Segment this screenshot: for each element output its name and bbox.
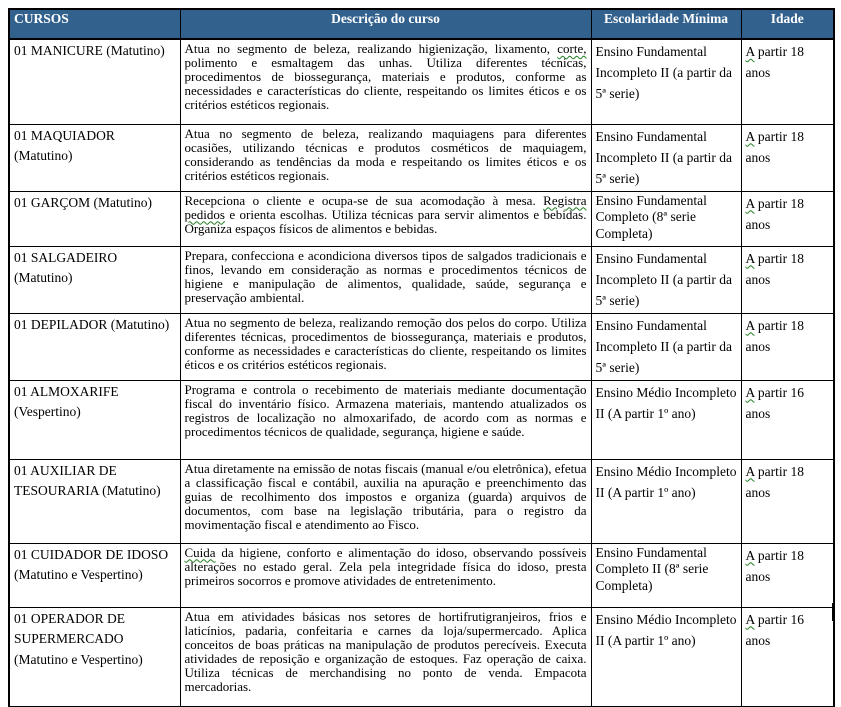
table-row (9, 124, 834, 191)
spellcheck-squiggle: Registra (543, 192, 587, 208)
schooling-cell: Ensino Médio Incompleto II (A partir 1º ano) (591, 380, 741, 459)
age-cell: A partir 18 anos (741, 313, 834, 380)
schooling-cell: Ensino Fundamental Completo II (8ª serie Completa) (591, 543, 741, 607)
course-cell: 01 CUIDADOR DE IDOSO (Matutino e Vespertino) (9, 543, 180, 607)
table-row (9, 459, 834, 543)
spellcheck-squiggle: A (745, 547, 755, 563)
schooling-cell: Ensino Fundamental Completo (8ª serie Completa) (591, 191, 741, 246)
description-cell: Programa e controla o recebimento de materiais mediante documentação fiscal do inventário físico. Armazena materiais, mantendo atualizados os registros de localização no almoxarifado, de acordo com as normas e procedimentos técnicos de qualidade, segurança, higiene e saúde. (180, 380, 591, 459)
description-cell: Prepara, confecciona e acondiciona diversos tipos de salgados tradicionais e finos, levando em consideração as normas e procedimentos técnicos de higiene e manipulação de alimentos, qualidade, saúde, segurança e preservação ambiental. (180, 246, 591, 313)
spellcheck-squiggle: Cuida (184, 544, 216, 560)
description-cell: Recepciona o cliente e ocupa-se de sua acomodação à mesa. Registra pedidos e orienta escolhas. Utiliza técnicas para servir alimentos e bebidas. Organiza espaços físicos de alimentos e bebidas. (180, 191, 591, 246)
spellcheck-squiggle: A (745, 611, 755, 627)
schooling-cell: Ensino Médio Incompleto II (A partir 1º ano) (591, 459, 741, 543)
course-cell: 01 GARÇOM (Matutino) (9, 191, 180, 246)
table-row (9, 39, 834, 124)
table-header (9, 9, 834, 39)
text-cursor (832, 603, 835, 621)
spellcheck-squiggle: pedidos (184, 206, 225, 222)
table-row (9, 246, 834, 313)
spellcheck-squiggle: A (745, 250, 755, 266)
course-cell: 01 MAQUIADOR (Matutino) (9, 124, 180, 191)
schooling-cell: Ensino Fundamental Incompleto II (a partir da 5ª serie) (591, 39, 741, 124)
spellcheck-squiggle: A (745, 44, 755, 59)
schooling-cell: Ensino Fundamental Incompleto II (a partir da 5ª serie) (591, 246, 741, 313)
course-cell: 01 ALMOXARIFE (Vespertino) (9, 380, 180, 459)
age-cell: A partir 18 anos (741, 39, 834, 124)
table-row (9, 380, 834, 459)
age-cell: A partir 18 anos (741, 459, 834, 543)
description-cell: Atua no segmento de beleza, realizando remoção dos pelos do corpo. Utiliza diferentes técnicas, procedimentos de biossegurança, materiais e produtos, conforme as necessidades e características do cliente, respeitando os limites éticos e os critérios estéticos regionais. (180, 313, 591, 380)
header-descricao: Descrição do curso (180, 9, 591, 39)
spellcheck-squiggle: A (745, 463, 755, 479)
schooling-cell: Ensino Fundamental Incompleto II (a partir da 5ª serie) (591, 124, 741, 191)
spellcheck-squiggle: corte, (557, 41, 587, 56)
age-cell: A partir 18 anos (741, 246, 834, 313)
header-cursos: CURSOS (9, 9, 180, 39)
description-cell: Atua no segmento de beleza, realizando higienização, lixamento, corte, polimento e esmaltagem das unhas. Utiliza diferentes técnicas, procedimentos de biossegurança, materiais e produtos, conforme as necessidades e características do cliente, respeitando os limites éticos e os critérios estéticos regionais. (180, 39, 591, 124)
age-cell: A partir 18 anos (741, 191, 834, 246)
description-cell: Atua no segmento de beleza, realizando maquiagens para diferentes ocasiões, utilizando técnicas e produtos cosméticos de maquiagem, considerando as tendências da moda e respeitando os limites éticos e os critérios estéticos regionais. (180, 124, 591, 191)
schooling-cell: Ensino Médio Incompleto II (A partir 1º ano) (591, 607, 741, 707)
spellcheck-squiggle: A (745, 384, 755, 400)
table-row (9, 607, 834, 707)
spellcheck-squiggle: A (745, 195, 755, 211)
age-cell: A partir 16 anos (741, 607, 834, 707)
header-row (9, 9, 834, 39)
age-cell: A partir 18 anos (741, 124, 834, 191)
course-table (8, 8, 835, 707)
spellcheck-squiggle: A (745, 317, 755, 333)
age-cell: A partir 16 anos (741, 380, 834, 459)
header-escolaridade: Escolaridade Mínima (591, 9, 741, 39)
course-cell: 01 OPERADOR DE SUPERMERCADO (Matutino e Vespertino) (9, 607, 180, 707)
description-cell: Cuida da higiene, conforto e alimentação do idoso, observando possíveis alterações no estado geral. Zela pela integridade física do idoso, presta primeiros socorros e promove atividades de entretenimento. (180, 543, 591, 607)
course-cell: 01 SALGADEIRO (Matutino) (9, 246, 180, 313)
course-cell: 01 MANICURE (Matutino) (9, 39, 180, 124)
spellcheck-squiggle: A (745, 128, 755, 144)
course-table-body (9, 39, 834, 707)
description-cell: Atua diretamente na emissão de notas fiscais (manual e/ou eletrônica), efetua a classificação fiscal e contábil, auxilia na apuração e preenchimento das guias de recolhimento dos impostos e organiza (guarda) arquivos de documentos, com base na legislação tributária, para o registro da movimentação fiscal e atendimento ao Fisco. (180, 459, 591, 543)
schooling-cell: Ensino Fundamental Incompleto II (a partir da 5ª serie) (591, 313, 741, 380)
table-row (9, 543, 834, 607)
header-idade: Idade (741, 9, 834, 39)
course-cell: 01 DEPILADOR (Matutino) (9, 313, 180, 380)
table-row (9, 191, 834, 246)
description-cell: Atua em atividades básicas nos setores de hortifrutigranjeiros, frios e laticínios, padaria, confeitaria e carnes da loja/supermercado. Aplica conceitos de boas práticas na manipulação de produtos perecíveis. Executa atividades de reposição e organização de estoques. Faz operação de caixa. Utiliza técnicas de merchandising no ponto de venda. Empacota mercadorias. (180, 607, 591, 707)
age-cell: A partir 18 anos (741, 543, 834, 607)
table-row (9, 313, 834, 380)
course-cell: 01 AUXILIAR DE TESOURARIA (Matutino) (9, 459, 180, 543)
